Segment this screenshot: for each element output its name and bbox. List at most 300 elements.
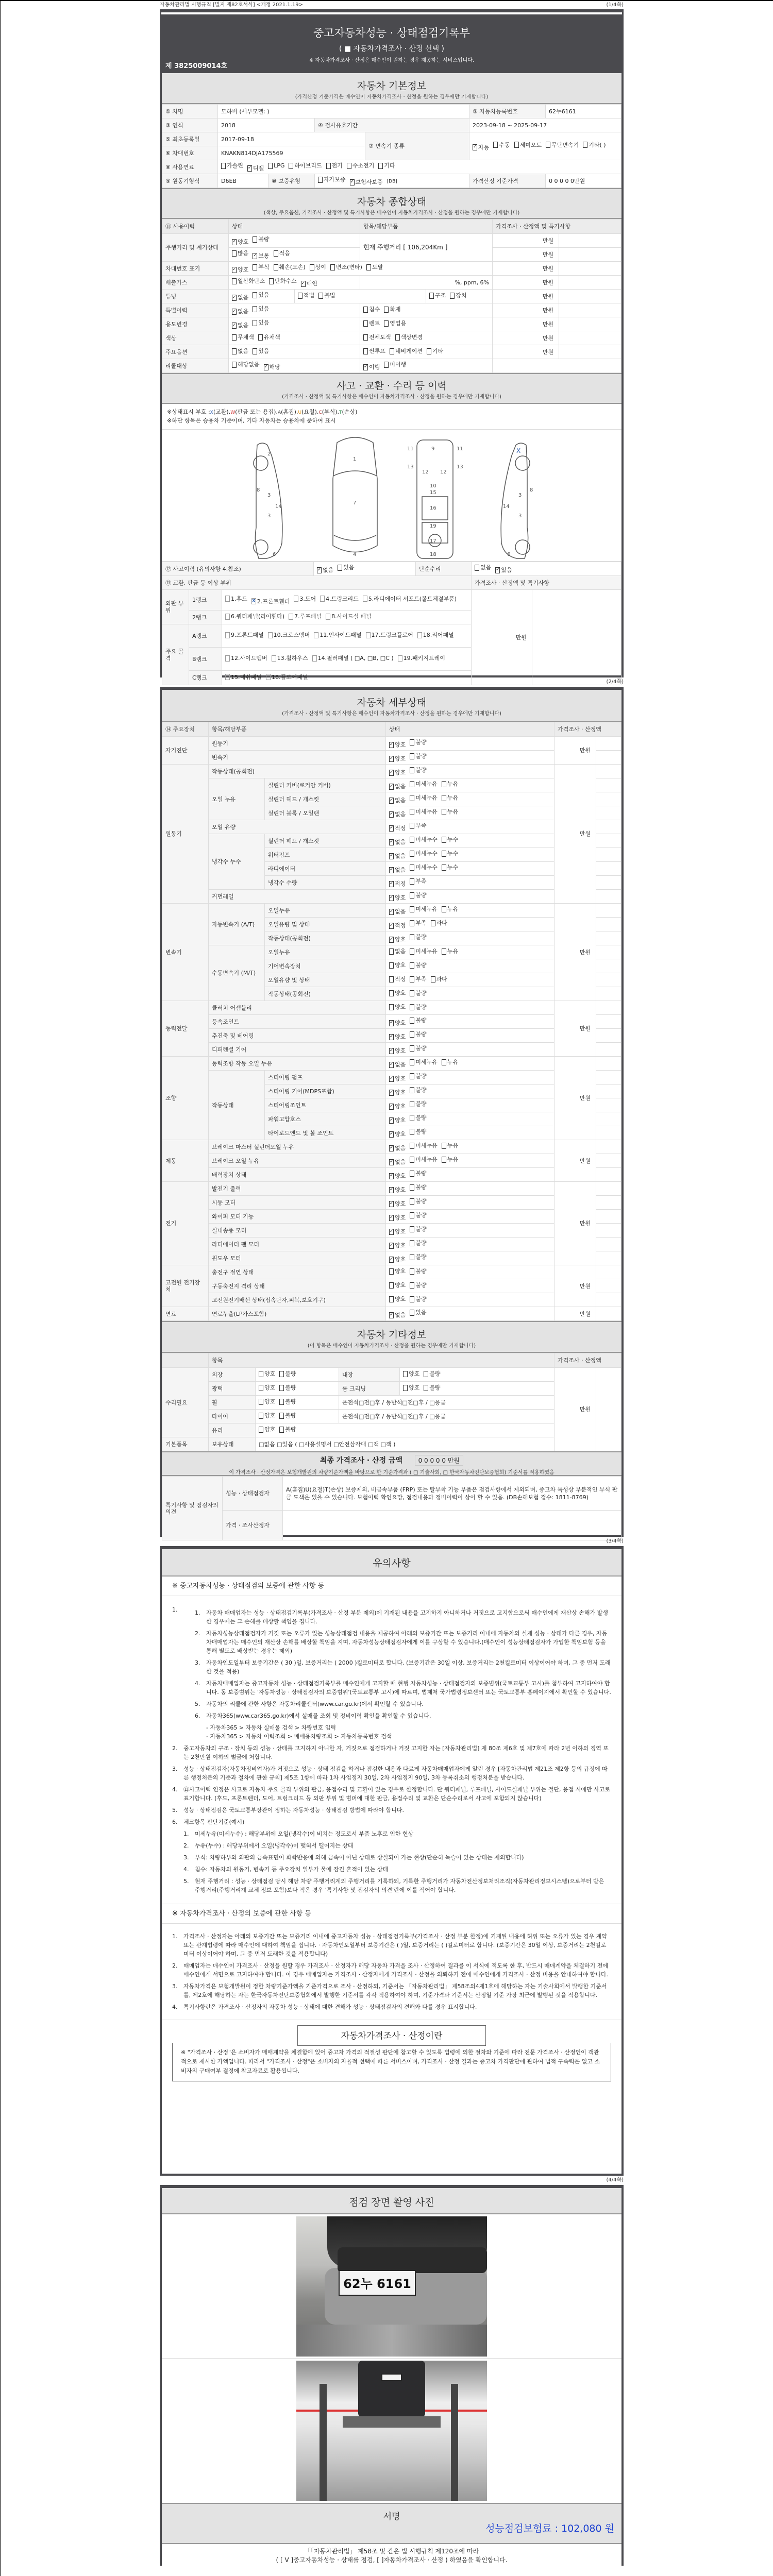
checkbox-option[interactable] (431, 920, 447, 926)
checkbox-option[interactable] (258, 334, 280, 341)
checkbox-option[interactable] (389, 1131, 406, 1138)
checkbox-icon[interactable] (442, 837, 446, 843)
checkbox-icon[interactable] (424, 1385, 428, 1391)
checkbox-option[interactable] (389, 1159, 406, 1165)
checkbox-option[interactable] (442, 836, 458, 843)
checkbox-option[interactable] (389, 962, 406, 969)
checkbox-icon[interactable] (410, 781, 414, 787)
part-option[interactable] (225, 613, 284, 620)
checkbox-icon[interactable] (272, 655, 276, 662)
checkbox-icon[interactable] (253, 292, 257, 298)
checkbox-option[interactable] (410, 1156, 438, 1163)
checkbox-option[interactable] (473, 144, 489, 151)
checkbox-option[interactable] (253, 252, 269, 259)
checkbox-option[interactable] (546, 142, 579, 148)
checkbox-option[interactable] (389, 811, 406, 818)
checkbox-icon[interactable] (363, 307, 368, 313)
part-option[interactable] (251, 598, 290, 605)
checkbox-icon[interactable] (366, 264, 371, 270)
checkbox-option[interactable] (389, 948, 406, 955)
checkbox-icon[interactable] (389, 1004, 394, 1010)
checkbox-icon[interactable] (232, 348, 237, 354)
checkbox-option[interactable] (279, 1384, 296, 1391)
checked-box-icon[interactable]: ✓ (390, 825, 394, 831)
checkbox-option[interactable] (298, 292, 314, 299)
checkbox-icon[interactable] (410, 920, 414, 926)
checkbox-option[interactable] (232, 239, 248, 245)
checkbox-option[interactable] (389, 755, 406, 762)
checkbox-icon[interactable] (338, 565, 342, 571)
checkbox-icon[interactable] (232, 362, 237, 368)
checked-box-icon[interactable]: ✓ (232, 308, 237, 314)
checked-box-icon[interactable]: ✓ (390, 1145, 394, 1150)
checked-box-icon[interactable]: ✓ (473, 144, 477, 149)
checkbox-option[interactable] (442, 794, 458, 801)
checkbox-option[interactable] (410, 1073, 426, 1079)
checkbox-option[interactable] (410, 1004, 426, 1010)
checkbox-option[interactable] (442, 1059, 458, 1065)
checkbox-icon[interactable] (424, 1371, 428, 1377)
checkbox-option[interactable] (410, 1184, 426, 1191)
checkbox-icon[interactable] (389, 976, 394, 982)
checkbox-option[interactable] (389, 990, 406, 996)
checkbox-option[interactable] (410, 962, 426, 969)
checkbox-icon[interactable] (410, 823, 414, 829)
checkbox-option[interactable] (410, 822, 426, 829)
checkbox-option[interactable] (350, 179, 383, 185)
checkbox-option[interactable] (442, 808, 458, 815)
checkbox-icon[interactable] (514, 142, 519, 148)
checkbox-option[interactable] (259, 1412, 275, 1419)
checkbox-icon[interactable] (389, 948, 394, 955)
checkbox-option[interactable] (424, 1370, 440, 1377)
checked-box-icon[interactable]: ✓ (390, 867, 394, 872)
checkbox-icon[interactable] (431, 920, 435, 926)
checkbox-icon[interactable] (279, 1427, 284, 1433)
checkbox-option[interactable] (442, 850, 458, 857)
part-option[interactable] (289, 613, 322, 620)
checkbox-option[interactable] (410, 1253, 426, 1260)
checkbox-icon[interactable] (442, 865, 446, 871)
checkbox-icon[interactable] (330, 264, 335, 270)
checkbox-option[interactable] (232, 308, 248, 315)
checkbox-option[interactable] (410, 850, 438, 857)
checked-box-icon[interactable]: ✓ (317, 567, 322, 572)
checkbox-option[interactable] (264, 364, 280, 370)
checkbox-option[interactable] (442, 781, 458, 787)
checkbox-option[interactable] (410, 1309, 426, 1316)
checked-box-icon[interactable]: ✓ (232, 322, 237, 328)
checkbox-option[interactable] (247, 165, 264, 172)
checkbox-option[interactable] (389, 1047, 406, 1054)
part-option[interactable] (398, 655, 445, 662)
checked-box-icon[interactable]: ✓ (390, 1159, 394, 1164)
checkbox-icon[interactable] (427, 348, 431, 354)
checkbox-icon[interactable] (442, 906, 446, 912)
checkbox-icon[interactable] (253, 236, 257, 243)
checkbox-option[interactable] (389, 769, 406, 776)
checkbox-option[interactable] (384, 361, 406, 368)
checkbox-option[interactable] (389, 1228, 406, 1235)
checkbox-option[interactable] (389, 1312, 406, 1318)
checkbox-option[interactable] (410, 1059, 438, 1065)
checkbox-option[interactable] (232, 334, 254, 341)
part-option[interactable] (312, 655, 394, 662)
checkbox-icon[interactable] (442, 948, 446, 955)
checkbox-option[interactable] (310, 264, 326, 270)
checkbox-option[interactable] (389, 1173, 406, 1179)
checkbox-option[interactable] (389, 867, 406, 873)
checkbox-icon[interactable] (389, 1282, 394, 1289)
part-option[interactable] (266, 674, 308, 681)
checkbox-option[interactable] (410, 1087, 426, 1093)
checkbox-icon[interactable] (279, 1399, 284, 1405)
checkbox-option[interactable] (389, 1200, 406, 1207)
checkbox-icon[interactable] (268, 632, 273, 638)
checkbox-option[interactable] (410, 1170, 426, 1177)
checkbox-icon[interactable] (266, 674, 271, 680)
checkbox-option[interactable] (389, 1117, 406, 1124)
checked-box-icon[interactable]: ✓ (264, 364, 268, 369)
checkbox-option[interactable] (389, 936, 406, 943)
checkbox-icon[interactable] (410, 906, 414, 912)
checkbox-icon[interactable] (298, 293, 303, 299)
checkbox-option[interactable] (410, 934, 426, 940)
checked-box-icon[interactable]: ✓ (390, 1061, 394, 1067)
checkbox-option[interactable] (410, 990, 426, 996)
checkbox-icon[interactable] (442, 1059, 446, 1065)
checkbox-option[interactable] (389, 1187, 406, 1193)
checkbox-icon[interactable] (442, 851, 446, 857)
checkbox-option[interactable] (318, 292, 335, 299)
checked-box-icon[interactable]: ✓ (390, 1242, 394, 1248)
checked-box-icon[interactable]: ✓ (390, 853, 394, 858)
part-option[interactable] (225, 596, 247, 602)
checkbox-icon[interactable] (253, 264, 257, 270)
checkbox-icon[interactable] (232, 278, 237, 284)
checkbox-icon[interactable] (279, 1413, 284, 1419)
checkbox-option[interactable] (410, 1296, 426, 1302)
checkbox-option[interactable] (232, 250, 248, 257)
checkbox-option[interactable] (232, 322, 248, 329)
checkbox-option[interactable] (410, 767, 426, 773)
checkbox-option[interactable] (410, 1100, 426, 1107)
checkbox-option[interactable] (363, 364, 380, 370)
part-option[interactable] (417, 632, 454, 638)
checkbox-option[interactable] (389, 1214, 406, 1221)
checkbox-option[interactable] (317, 567, 333, 573)
checked-box-icon[interactable]: ✓ (390, 811, 394, 817)
checkbox-icon[interactable] (289, 614, 293, 620)
checked-box-icon[interactable]: ✓ (390, 1173, 394, 1178)
checkbox-option[interactable] (221, 162, 243, 169)
checkbox-icon[interactable] (398, 655, 402, 662)
checkbox-option[interactable] (389, 894, 406, 901)
checkbox-option[interactable] (410, 781, 438, 787)
checkbox-option[interactable] (232, 266, 248, 273)
checked-box-icon[interactable]: ✓ (390, 936, 394, 942)
checkbox-option[interactable] (389, 1256, 406, 1263)
checkbox-icon[interactable] (431, 976, 435, 982)
checkbox-option[interactable] (253, 292, 269, 298)
checkbox-option[interactable] (403, 1370, 419, 1377)
checkbox-option[interactable] (363, 306, 380, 313)
checkbox-option[interactable] (232, 361, 260, 368)
checkbox-icon[interactable] (318, 293, 323, 299)
checkbox-option[interactable] (389, 1296, 406, 1302)
checkbox-option[interactable] (442, 1156, 458, 1163)
checkbox-icon[interactable] (410, 1240, 414, 1246)
checkbox-icon[interactable] (410, 1004, 414, 1010)
checkbox-option[interactable] (279, 1412, 296, 1419)
checkbox-option[interactable] (389, 880, 406, 887)
checkbox-icon[interactable] (389, 1268, 394, 1275)
checkbox-icon[interactable] (363, 596, 367, 602)
checkbox-option[interactable] (410, 1212, 426, 1218)
checkbox-option[interactable] (475, 564, 491, 571)
checkbox-option[interactable] (347, 162, 375, 169)
checkbox-icon[interactable] (410, 892, 414, 899)
checkbox-option[interactable] (495, 567, 512, 573)
checkbox-icon[interactable] (225, 632, 230, 638)
checkbox-icon[interactable] (389, 990, 394, 996)
checkbox-icon[interactable] (384, 362, 389, 368)
checkbox-icon[interactable] (410, 934, 414, 940)
checked-box-icon[interactable]: ✓ (390, 1131, 394, 1137)
checkbox-icon[interactable] (442, 781, 446, 787)
checkbox-icon[interactable] (269, 278, 274, 284)
checkbox-icon[interactable] (410, 1268, 414, 1275)
checkbox-icon[interactable] (253, 306, 257, 312)
checkbox-option[interactable] (318, 176, 346, 183)
checked-box-icon[interactable]: ✓ (390, 1187, 394, 1192)
checked-box-icon[interactable]: ✓ (390, 741, 394, 747)
part-option[interactable] (268, 632, 310, 638)
checkbox-icon[interactable] (410, 1157, 414, 1163)
checkbox-icon[interactable] (410, 767, 414, 773)
checkbox-icon[interactable] (410, 1171, 414, 1177)
checked-box-icon[interactable]: ✓ (390, 1047, 394, 1053)
checkbox-icon[interactable] (384, 307, 389, 313)
checkbox-icon[interactable] (294, 596, 298, 602)
checked-box-icon[interactable]: ✓ (364, 364, 368, 369)
checkbox-icon[interactable] (410, 976, 414, 982)
checkbox-icon[interactable] (410, 1184, 414, 1191)
checkbox-option[interactable] (366, 264, 383, 270)
checkbox-option[interactable] (410, 1017, 426, 1024)
checkbox-option[interactable] (259, 1398, 275, 1405)
checkbox-icon[interactable] (410, 948, 414, 955)
checkbox-option[interactable] (330, 264, 362, 270)
checkbox-icon[interactable] (410, 878, 414, 885)
checkbox-icon[interactable] (417, 632, 422, 638)
checked-box-icon[interactable]: ✓ (390, 839, 394, 844)
checkbox-option[interactable] (410, 920, 426, 926)
checkbox-icon[interactable] (326, 163, 331, 169)
checkbox-icon[interactable] (221, 163, 226, 169)
checkbox-icon[interactable] (410, 1087, 414, 1093)
part-option[interactable] (225, 674, 262, 681)
checked-box-icon[interactable]: ✓ (247, 165, 252, 171)
checkbox-icon[interactable] (232, 250, 237, 257)
checkbox-option[interactable] (253, 306, 269, 312)
checkbox-option[interactable] (410, 1128, 426, 1135)
checkbox-icon[interactable] (253, 320, 257, 326)
checkbox-option[interactable] (389, 1089, 406, 1096)
checkbox-option[interactable] (389, 1004, 406, 1010)
checkbox-option[interactable] (253, 348, 269, 354)
checkbox-option[interactable] (493, 142, 510, 148)
checkbox-option[interactable] (363, 320, 380, 327)
checkbox-option[interactable] (326, 162, 343, 169)
part-option[interactable] (294, 596, 316, 602)
checked-box-icon[interactable]: ✓ (390, 769, 394, 775)
checked-box-icon[interactable]: ✓ (390, 1117, 394, 1123)
checkbox-icon[interactable] (268, 163, 273, 169)
checkbox-option[interactable] (389, 797, 406, 804)
checkbox-option[interactable] (389, 1033, 406, 1040)
checkbox-icon[interactable] (259, 1413, 263, 1419)
checked-box-icon[interactable]: ✓ (390, 797, 394, 803)
checkbox-icon[interactable] (410, 1101, 414, 1107)
checkbox-icon[interactable] (389, 962, 394, 969)
checkbox-option[interactable] (583, 142, 606, 148)
checkbox-option[interactable] (410, 808, 438, 815)
checkbox-option[interactable] (389, 908, 406, 915)
checkbox-option[interactable] (259, 1370, 275, 1377)
checkbox-option[interactable] (442, 906, 458, 912)
checkbox-option[interactable] (232, 278, 265, 284)
part-option[interactable] (326, 613, 372, 620)
checkbox-option[interactable] (338, 564, 354, 571)
checkbox-option[interactable] (259, 1426, 275, 1433)
checkbox-option[interactable] (389, 783, 406, 790)
checkbox-option[interactable] (389, 741, 406, 748)
checked-box-icon[interactable]: ✓ (390, 894, 394, 900)
checkbox-icon[interactable] (410, 1296, 414, 1302)
part-option[interactable] (363, 596, 457, 602)
checkbox-icon[interactable] (259, 1427, 263, 1433)
checked-box-icon[interactable]: ✓ (390, 1312, 394, 1317)
checkbox-option[interactable] (279, 1398, 296, 1405)
checkbox-icon[interactable] (326, 614, 330, 620)
checkbox-option[interactable] (389, 1282, 406, 1289)
checkbox-option[interactable] (442, 1142, 458, 1149)
checked-box-icon[interactable]: ✓ (232, 294, 237, 300)
checked-box-icon[interactable]: ✓ (390, 1089, 394, 1095)
checkbox-icon[interactable] (410, 962, 414, 969)
checked-box-icon[interactable]: ✓ (390, 755, 394, 761)
checkbox-option[interactable] (384, 306, 400, 313)
checkbox-option[interactable] (384, 320, 406, 327)
checked-box-icon[interactable]: ✓ (390, 1200, 394, 1206)
checkbox-option[interactable] (410, 1226, 426, 1232)
checkbox-option[interactable] (410, 948, 438, 955)
checkbox-option[interactable] (390, 348, 423, 354)
checkbox-icon[interactable] (403, 1385, 408, 1391)
checkbox-icon[interactable] (475, 565, 479, 571)
checkbox-option[interactable] (442, 864, 458, 871)
checkbox-option[interactable] (378, 162, 395, 169)
checkbox-option[interactable] (389, 922, 406, 929)
checkbox-option[interactable] (442, 948, 458, 955)
checkbox-option[interactable] (259, 1384, 275, 1391)
checkbox-icon[interactable] (410, 990, 414, 996)
checkbox-option[interactable] (289, 162, 322, 169)
checkbox-option[interactable] (389, 853, 406, 859)
checkbox-icon[interactable] (320, 596, 325, 602)
checkbox-icon[interactable] (410, 809, 414, 815)
checkbox-option[interactable] (429, 292, 446, 299)
checkbox-option[interactable] (389, 825, 406, 832)
checkbox-icon[interactable] (363, 334, 368, 341)
checkbox-option[interactable] (410, 1142, 438, 1149)
checkbox-icon[interactable] (410, 1115, 414, 1121)
checkbox-option[interactable] (389, 1268, 406, 1275)
checkbox-icon[interactable] (410, 1212, 414, 1218)
checkbox-icon[interactable] (279, 1385, 284, 1391)
checkbox-icon[interactable] (410, 851, 414, 857)
checkbox-icon[interactable] (410, 1073, 414, 1079)
part-option[interactable] (320, 596, 359, 602)
checked-box-icon[interactable]: ✓ (390, 880, 394, 886)
checkbox-option[interactable] (410, 892, 426, 899)
checkbox-option[interactable] (410, 1268, 426, 1275)
checkbox-option[interactable] (410, 794, 438, 801)
checkbox-option[interactable] (363, 334, 391, 341)
checkbox-option[interactable] (450, 292, 466, 299)
checkbox-option[interactable] (410, 1045, 426, 1052)
checked-box-icon[interactable]: ✓ (301, 280, 306, 286)
checkbox-option[interactable] (395, 334, 423, 341)
checkbox-icon[interactable] (410, 1226, 414, 1232)
checked-box-icon[interactable]: ✓ (496, 567, 500, 572)
checkbox-option[interactable] (274, 250, 290, 257)
checkbox-icon[interactable] (318, 177, 323, 183)
checkbox-icon[interactable] (410, 1254, 414, 1260)
checkbox-icon[interactable] (410, 753, 414, 759)
checkbox-icon[interactable] (378, 163, 383, 169)
checkbox-option[interactable] (389, 1103, 406, 1110)
checked-box-icon[interactable]: ✓ (390, 1214, 394, 1220)
checkbox-icon[interactable] (410, 1198, 414, 1205)
checkbox-icon[interactable] (225, 596, 230, 602)
checkbox-icon[interactable] (314, 632, 318, 638)
checkbox-option[interactable] (410, 836, 438, 843)
checkbox-option[interactable] (269, 278, 297, 284)
checkbox-icon[interactable] (410, 1143, 414, 1149)
checkbox-option[interactable] (232, 348, 248, 354)
checkbox-icon[interactable] (363, 320, 368, 327)
checkbox-option[interactable] (389, 1075, 406, 1082)
checkbox-icon[interactable] (384, 320, 389, 327)
checked-box-icon[interactable]: ✓ (390, 1228, 394, 1234)
checkbox-icon[interactable] (583, 142, 587, 148)
checkbox-icon[interactable] (347, 163, 351, 169)
part-option[interactable] (314, 632, 361, 638)
checkbox-option[interactable] (253, 236, 269, 243)
checkbox-icon[interactable] (232, 334, 237, 341)
checkbox-icon[interactable] (410, 739, 414, 745)
checkbox-option[interactable] (410, 864, 438, 871)
checkbox-icon[interactable] (410, 1310, 414, 1316)
checkbox-option[interactable] (389, 1020, 406, 1026)
checkbox-icon[interactable] (274, 250, 278, 257)
checkbox-option[interactable] (279, 1370, 296, 1377)
checkbox-icon[interactable] (546, 142, 550, 148)
checkbox-icon[interactable] (259, 1385, 263, 1391)
checkbox-option[interactable] (514, 142, 542, 148)
